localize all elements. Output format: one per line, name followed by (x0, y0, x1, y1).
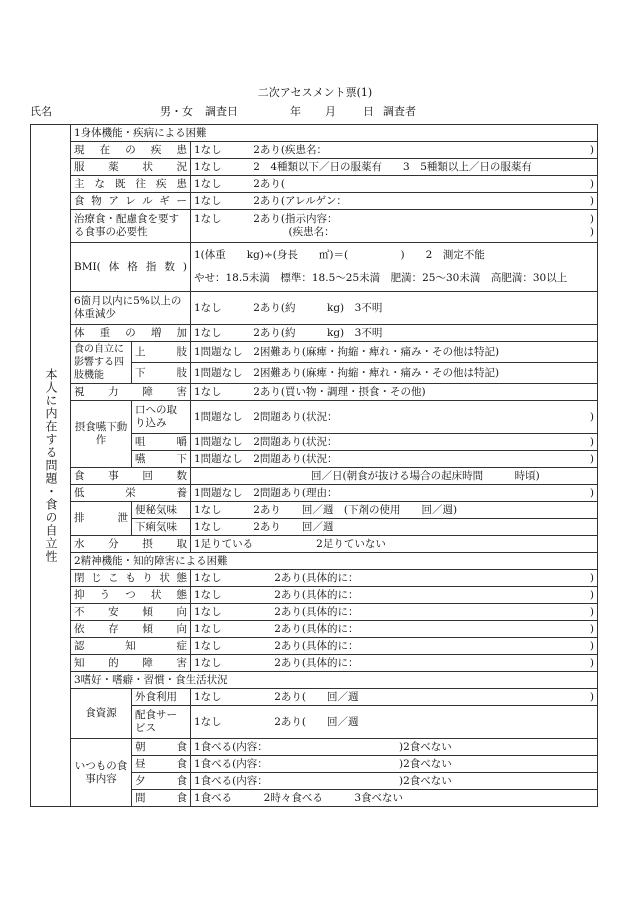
opt2: 2あり(アレルゲン： (253, 194, 347, 207)
row-treatment (31, 210, 598, 243)
opt2: 2あり( 回／週 (274, 715, 359, 728)
swallow-sub-label: 嚥 下 (132, 451, 191, 468)
opt1: 1問題なし (194, 452, 243, 465)
opt2: 2あり(疾患名： (253, 143, 327, 156)
opt1: 1なし (194, 571, 222, 584)
opt2: 2あり(具体的に： (274, 588, 359, 601)
opt1: 1問題なし (194, 345, 243, 358)
opt1: 1食べる(内容： (194, 740, 263, 753)
close-paren: ) (589, 213, 594, 225)
meals-text: 回／日(朝食が抜ける場合の起床時間 時頃) (191, 468, 598, 485)
opt1: 1なし (194, 326, 222, 339)
opt2: 2問題あり(状況： (253, 410, 338, 423)
row-dementia (31, 638, 598, 655)
month-label: 月 (325, 105, 336, 118)
excretion-label: 排泄 (71, 502, 132, 536)
close-paren: ) (589, 639, 594, 652)
opt1: 1なし (194, 160, 222, 173)
opt2: )2食べない (399, 740, 452, 753)
section-2-title: 2精神機能・知的障害による困難 (71, 553, 598, 570)
form-header (0, 103, 630, 121)
row-excretion-constipation (31, 502, 598, 519)
nutrition-label: 低栄養 (71, 485, 191, 502)
snack-text: 1食べる 2時々食べる 3食べない (191, 790, 598, 807)
constipation-label: 便秘気味 (132, 502, 191, 519)
opt1: 1なし (194, 690, 222, 703)
usual-meals-label: いつもの食事内容 (71, 739, 132, 807)
breakfast-label: 朝 食 (132, 739, 191, 756)
opt1: 1なし (194, 656, 222, 669)
opt1: 1なし (194, 503, 222, 516)
opt1: 1なし (194, 385, 222, 398)
opt1: 1なし (194, 715, 222, 728)
close-paren: ) (589, 571, 594, 584)
intake-label: 口への取り込み (132, 401, 191, 434)
row-water (31, 536, 598, 553)
close-paren: ) (589, 656, 594, 669)
opt1: 1なし (194, 639, 222, 652)
vision-label: 視力障害 (71, 384, 191, 401)
row-intellectual (31, 655, 598, 672)
opt2: 2困難あり(麻痺・拘縮・痺れ・痛み・その他は特記) (253, 345, 500, 358)
name-label: 氏名 (30, 105, 52, 118)
opt2: 2 4種類以下／日の服薬有 3 5種類以上／日の服薬有 (253, 160, 532, 173)
row-dependence (31, 621, 598, 638)
opt2: 2あり(具体的に： (274, 605, 359, 618)
treatment-label: 治療食・配慮食を要する食事の必要性 (71, 210, 191, 243)
row-medicine (31, 159, 598, 176)
form-title: 二次アセスメント票(1) (257, 86, 373, 99)
sex-label: 男・女 (160, 105, 193, 118)
row-vision (31, 384, 598, 401)
opt1: 1なし (194, 520, 222, 533)
swallow-label: 摂食嚥下動作 (71, 401, 132, 468)
close-paren: ) (589, 226, 594, 238)
row-nutrition (31, 485, 598, 502)
opt1: 1食べる(内容： (194, 757, 263, 770)
section-3-title: 3嗜好・嗜癖・習慣・食生活状況 (71, 672, 598, 689)
close-paren: ) (589, 622, 594, 635)
row-anxiety (31, 604, 598, 621)
opt2: 2問題あり(状況： (253, 435, 338, 448)
opt2b: 2あり 回／週 (253, 520, 334, 533)
opt1: 1食べる(内容： (194, 774, 263, 787)
opt1: 1なし (194, 194, 222, 207)
opt2: 2あり(約 kg) 3不明 (253, 301, 383, 314)
close-paren: ) (589, 177, 594, 190)
lower-limb-label: 下 肢 (132, 363, 191, 384)
water-label: 水分摂取 (71, 536, 191, 553)
opt1: 1問題なし (194, 486, 243, 499)
row-disease (31, 142, 598, 159)
row-withdrawn (31, 570, 598, 587)
row-history (31, 176, 598, 193)
food-source-label: 食資源 (71, 689, 132, 739)
close-paren: ) (589, 410, 594, 423)
disease-label: 現在の疾患 (71, 142, 191, 159)
row-eatout (31, 689, 598, 706)
opt1: 1なし (194, 213, 222, 225)
day-label: 日 (363, 105, 374, 118)
diarrhea-label: 下痢気味 (132, 519, 191, 536)
lunch-label: 昼 食 (132, 756, 191, 773)
section-1-title: 1身体機能・疾病による困難 (71, 125, 598, 142)
close-paren: ) (589, 435, 594, 448)
row-meals (31, 468, 598, 485)
opt2: 2あり(約 kg) 3不明 (253, 326, 383, 339)
delivery-label: 配食サービス (132, 706, 191, 739)
dinner-label: 夕 食 (132, 773, 191, 790)
opt2: 2あり( 回／週 (274, 690, 359, 703)
opt1: 1なし (194, 301, 222, 314)
opt2a: 2あり 回／週 (下剤の使用 回／週) (253, 503, 458, 516)
opt1: 1なし (194, 143, 222, 156)
dependence-label: 依存傾向 (71, 621, 191, 638)
opt1: 1問題なし (194, 410, 243, 423)
snack-label: 間 食 (132, 790, 191, 807)
opt2: 2あり(具体的に： (274, 639, 359, 652)
opt2b: (疾患名： (288, 226, 335, 238)
side-label: 本人に内在する問題・食の自立性 (31, 125, 71, 807)
row-allergy (31, 193, 598, 210)
opt1: 1なし (194, 177, 222, 190)
opt2: 2あり(指示内容： (253, 213, 338, 225)
limbs-label: 食の自立に影響する四肢機能 (71, 342, 132, 384)
row-weightgain (31, 325, 598, 342)
opt1: 1なし (194, 588, 222, 601)
opt2: 2あり(具体的に： (274, 622, 359, 635)
depression-label: 抑うつ状態 (71, 587, 191, 604)
intellectual-label: 知的障害 (71, 655, 191, 672)
row-limbs-upper (31, 342, 598, 363)
row-swallow-intake (31, 401, 598, 434)
withdrawn-label: 閉じこもり状態 (71, 570, 191, 587)
meals-label: 食事回数 (71, 468, 191, 485)
row-bmi (31, 243, 598, 292)
history-label: 主な既往疾患 (71, 176, 191, 193)
opt2: 2問題あり(理由： (253, 486, 338, 499)
water-text: 1足りている 2足りていない (191, 536, 598, 553)
date-label: 調査日 (205, 105, 238, 118)
opt2: )2食べない (399, 757, 452, 770)
dementia-label: 認知症 (71, 638, 191, 655)
bmi-line2: やせ：18.5未満 標準：18.5～25未満 肥満：25～30未満 高肥満：30以上 (194, 272, 568, 284)
close-paren: ) (589, 605, 594, 618)
opt1: 1なし (194, 605, 222, 618)
opt2: )2食べない (399, 774, 452, 787)
year-label: 年 (290, 105, 301, 118)
eatout-label: 外食利用 (132, 689, 191, 706)
opt1: 1なし (194, 622, 222, 635)
surveyor-label: 調査者 (383, 105, 416, 118)
upper-limb-label: 上 肢 (132, 342, 191, 363)
opt1: 1問題なし (194, 435, 243, 448)
opt2: 2問題あり(状況： (253, 452, 338, 465)
close-paren: ) (589, 486, 594, 499)
allergy-label: 食物アレルギー (71, 193, 191, 210)
bmi-label: BMI(体格指数) (71, 243, 191, 292)
row-weightloss (31, 292, 598, 325)
weightloss-label: 6箇月以内に5%以上の体重減少 (71, 292, 191, 325)
opt2: 2あり( (253, 177, 285, 190)
row-depression (31, 587, 598, 604)
chew-label: 咀 嚼 (132, 434, 191, 451)
close-paren: ) (589, 143, 594, 156)
medicine-label: 服薬状況 (71, 159, 191, 176)
anxiety-label: 不安傾向 (71, 604, 191, 621)
assessment-table (30, 124, 598, 807)
opt2: 2あり(買い物・調理・摂食・その他) (253, 385, 426, 398)
close-paren: ) (589, 690, 594, 703)
weightgain-label: 体重の増加 (71, 325, 191, 342)
opt2: 2困難あり(麻痺・拘縮・痺れ・痛み・その他は特記) (253, 366, 500, 379)
opt1: 1問題なし (194, 366, 243, 379)
close-paren: ) (589, 194, 594, 207)
close-paren: ) (589, 452, 594, 465)
opt2: 2あり(具体的に： (274, 571, 359, 584)
opt2: 2あり(具体的に： (274, 656, 359, 669)
row-breakfast (31, 739, 598, 756)
close-paren: ) (589, 588, 594, 601)
bmi-line1: 1(体重 kg)÷(身長 ㎡)＝( ) 2 測定不能 (194, 249, 485, 261)
